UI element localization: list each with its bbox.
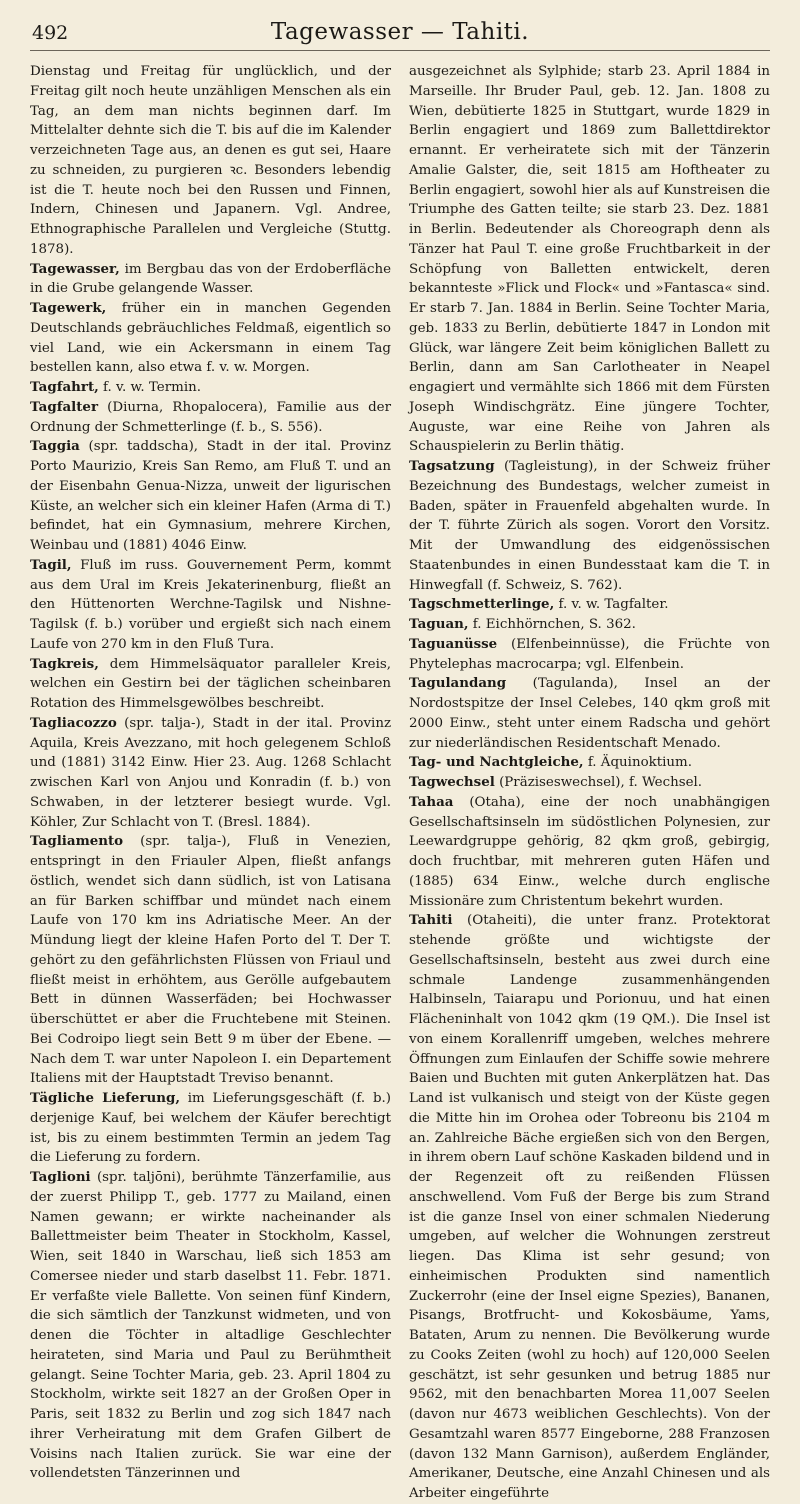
entry-text: Dienstag und Freitag für unglücklich, und der Freitag gilt noch heute unzähligen Menschen als ein Tag, an dem man nichts beginnen darf. Im Mittelalter dehnte sich die T. bis auf die im Kalender verzeichneten Tage aus, an denen es gut sei, Haare zu schneiden, zu purgieren ꝛc. Besonders lebendig ist die T. heute noch bei den Russen und Finnen, Indern, Chinesen und Japanern. Vgl. Andree, Ethnographische Parallelen und Vergleiche (Stuttg. 1878). (30, 64, 391, 257)
entry-text: f. Eichhörnchen, S. 362. (468, 617, 636, 632)
entry-headword: Taguanüsse (409, 635, 498, 652)
dictionary-entry (409, 62, 770, 457)
entry-text: (Otaheiti), die unter franz. Protektorat stehende größte und wichtigste der Gesellschaftsinseln, besteht aus zwei durch eine schmale Landenge zusammenhängenden Halbinseln, Taiarapu und Porionuu, und hat einen Flächeninhalt von 1042 qkm (19 QM.). Die Insel ist von einem Korallenriff umgeben, welches mehrere Öffnungen zum Einlaufen der Schiffe sowie mehrere Baien und Buchten mit guten Ankerplätzen hat. Das Land ist vulkanisch und steigt von der Küste gegen die Mitte hin im Orohea oder Tobreonu bis 2104 m an. Zahlreiche Bäche ergießen sich von den Bergen, in ihrem obern Lauf schöne Kaskaden bildend und in der Regenzeit oft zu reißenden Flüssen anschwellend. Vom Fuß der Berge bis zum Strand ist die ganze Insel von einer schmalen Niederung umgeben, auf welcher die Wohnungen zerstreut liegen. Das Klima ist sehr gesund; von einheimischen Produkten sind namentlich Zuckerrohr (eine der Insel eigne Spezies), Bananen, Pisangs, Brotfrucht- und Kokosbäume, Yams, Bataten, Arum zu nennen. Die Bevölkerung wurde zu Cooks Zeiten (wohl zu hoch) auf 120,000 Seelen geschätzt, ist sehr gesunken und betrug 1885 nur 9562, mit den benachbarten Morea 11,007 Seelen (davon nur 4673 weiblichen Geschlechts). Von der Gesamtzahl waren 8577 Eingeborne, 288 Franzosen (davon 132 Mann Garnison), außerdem Engländer, Amerikaner, Deutsche, eine Anzahl Chinesen und als Arbeiter eingeführte (409, 913, 770, 1501)
entry-text: im Lieferungsgeschäft (f. b.) derjenige Kauf, bei welchem der Käufer berechtigt ist, bis zu einem bestimmten Termin an jedem Tag die Lieferung zu fordern. (30, 1091, 391, 1166)
entry-text: f. Äquinoktium. (583, 755, 693, 771)
entry-text: Fluß im russ. Gouvernement Perm, kommt aus dem Ural im Kreis Jekaterinenburg, fließt an den Hüttenorten Werchne-Tagilsk und Nishne-Tagilsk (f. b.) vorüber und ergießt sich nach einem Laufe von 270 km in den Fluß Tura. (30, 557, 391, 652)
entry-headword: Tagkreis, (30, 655, 99, 672)
entry-text: (Tagulanda), Insel an der Nordostspitze der Insel Celebes, 140 qkm groß mit 2000 Einw., steht unter einem Radscha und gehört zur niederländischen Residentschaft Menado. (409, 676, 770, 751)
entry-headword: Taguan, (409, 616, 469, 632)
entry-text: (spr. talja-), Fluß in Venezien, entspringt in den Friauler Alpen, fließt anfangs östlich, wendet sich dann südlich, ist von Latisana an für Barken schiffbar und mündet nach einem Laufe von 170 km ins Adriatische Meer. An der Mündung liegt der kleine Hafen Porto del T. Der T. gehört zu den gefährlichsten Flüssen von Friaul und fließt meist in erhöhtem, aus Gerölle aufgebautem Bett in dünnen Wasserfäden; bei Hochwasser überschüttet er aber die Fruchtebene mit Steinen. Bei Codroipo liegt sein Bett 9 m über der Ebene. — Nach dem T. war unter Napoleon I. ein Departement Italiens mit der Hauptstadt Treviso benannt. (30, 834, 391, 1087)
dictionary-entry (409, 615, 770, 635)
entry-text: dem Himmelsäquator paralleler Kreis, welchen ein Gestirn bei der täglichen scheinbaren Rotation des Himmelsgewölbes beschreibt. (30, 656, 391, 711)
entry-text: (spr. talja-), Stadt in der ital. Provinz Aquila, Kreis Avezzano, mit hoch gelegenem Schloß und (1881) 3142 Einw. Hier 23. Aug. 1268 Schlacht zwischen Karl von Anjou und Konradin (f. b.) von Schwaben, in der letzterer besiegt wurde. Vgl. Köhler, Zur Schlacht von T. (Bresl. 1884). (30, 715, 391, 830)
dictionary-entry (30, 1089, 391, 1168)
dictionary-entry (30, 260, 391, 300)
left-column (30, 62, 391, 1482)
entry-text: (Tagleistung), in der Schweiz früher Bezeichnung des Bundestags, welcher zumeist in Baden, später in Frauenfeld abgehalten wurde. In der T. führte Zürich als sogen. Vorort den Vorsitz. Mit der Umwandlung des eidgenössischen Staatenbundes in einen Bundesstaat kam die T. in Hinwegfall (f. Schweiz, S. 762). (409, 459, 770, 593)
entry-headword: Tahaa (409, 793, 454, 810)
dictionary-entry (409, 773, 770, 793)
entry-text: (Diurna, Rhopalocera), Familie aus der Ordnung der Schmetterlinge (f. b., S. 556). (30, 399, 391, 435)
entry-headword: Taggia (30, 438, 80, 455)
dictionary-entry (30, 62, 391, 260)
dictionary-entry (30, 299, 391, 378)
dictionary-entry (30, 398, 391, 438)
dictionary-entry (409, 753, 770, 773)
running-head: Tagewasser — Tahiti. (270, 19, 530, 45)
entry-text: (Elfenbeinnüsse), die Früchte von Phytelephas macrocarpa; vgl. Elfenbein. (409, 636, 770, 672)
entry-text: früher ein in manchen Gegenden Deutschlands gebräuchliches Feldmaß, eigentlich so viel Land, wie ein Ackersmann in einem Tag bestellen kann, also etwa f. v. w. Morgen. (30, 301, 391, 376)
entry-headword: Tagil, (30, 556, 72, 573)
entry-headword: Tagewerk, (30, 300, 107, 316)
entry-text: (Präziseswechsel), f. Wechsel. (494, 775, 703, 790)
entry-headword: Tag- und Nachtgleiche, (409, 754, 584, 771)
entry-text: (spr. taljōni), berühmte Tänzerfamilie, aus der zuerst Philipp T., geb. 1777 zu Mailand, einen Namen gewann; er wirkte nacheinander als Ballettmeister beim Theater in Stockholm, Kassel, Wien, seit 1840 in Warschau, ließ sich 1853 am Comersee nieder und starb daselbst 11. Febr. 1871. Er verfaßte viele Ballette. Von seinen fünf Kindern, die sich sämtlich der Tanzkunst widmeten, und von denen die Töchter in altadlige Geschlechter heirateten, sind Maria und Paul zu Berühmtheit gelangt. Seine Tochter Maria, geb. 23. April 1804 zu Stockholm, wirkte seit 1827 an der Großen Oper in Paris, seit 1832 zu Berlin und zog sich 1847 nach ihrer Verheiratung mit dem Grafen Gilbert de Voisins nach Italien zurück. Sie war eine der vollendetsten Tänzerinnen und (30, 1170, 391, 1482)
dictionary-entry (409, 911, 770, 1504)
entry-text: f. v. w. Tagfalter. (554, 597, 669, 613)
entry-text: im Bergbau das von der Erdoberfläche in die Grube gelangende Wasser. (30, 261, 391, 297)
entry-headword: Tagewasser, (30, 260, 120, 277)
text-columns (30, 62, 770, 1501)
dictionary-entry (409, 674, 770, 753)
entry-headword: Tagulandang (409, 675, 507, 692)
dictionary-entry (30, 556, 391, 655)
entry-headword: Tagfalter (30, 398, 99, 415)
entry-headword: Tagschmetterlinge, (409, 596, 555, 613)
dictionary-entry (30, 378, 391, 398)
entry-headword: Tagfahrt, (30, 379, 99, 395)
dictionary-entry (30, 437, 391, 556)
entry-text: f. v. w. Termin. (98, 380, 201, 395)
entry-headword: Tagliamento (30, 833, 124, 850)
dictionary-entry (30, 714, 391, 833)
dictionary-entry (30, 1168, 391, 1484)
entry-headword: Tagliacozzo (30, 714, 117, 731)
entry-headword: Tagwechsel (409, 774, 495, 790)
page-header (30, 14, 770, 51)
page-number: 492 (32, 22, 69, 44)
entry-headword: Tahiti (409, 912, 453, 929)
dictionary-entry (409, 457, 770, 595)
entry-headword: Taglioni (30, 1169, 91, 1185)
right-column (409, 62, 770, 1501)
dictionary-entry (30, 655, 391, 714)
entry-text: ausgezeichnet als Sylphide; starb 23. April 1884 in Marseille. Ihr Bruder Paul, geb. 12. Jan. 1808 zu Wien, debütierte 1825 in Stuttgart, wurde 1829 in Berlin engagiert und 1869 zum Ballettdirektor ernannt. Er verheiratete sich mit der Tänzerin Amalie Galster, die, seit 1815 am Hoftheater zu Berlin engagiert, sowohl hier als auf Kunstreisen die Triumphe des Gatten teilte; sie starb 23. Dez. 1881 in Berlin. Bedeutender als Choreograph denn als Tänzer hat Paul T. eine große Fruchtbarkeit in der Schöpfung von Balletten entwickelt, deren bekannteste »Flick und Flock« und »Fantasca« sind. Er starb 7. Jan. 1884 in Berlin. Seine Tochter Maria, geb. 1833 zu Berlin, debütierte 1847 in London mit Glück, war längere Zeit beim königlichen Ballett zu Berlin, dann am San Carlotheater in Neapel engagiert und vermählte sich 1866 mit dem Fürsten Joseph Windischgrätz. Eine jüngere Tochter, Auguste, war eine Reihe von Jahren als Schauspielerin zu Berlin thätig. (409, 64, 770, 455)
dictionary-entry (409, 595, 770, 615)
entry-headword: Tägliche Lieferung, (30, 1090, 180, 1106)
dictionary-entry (409, 635, 770, 675)
dictionary-entry (409, 793, 770, 912)
entry-text: (spr. taddscha), Stadt in der ital. Provinz Porto Maurizio, Kreis San Remo, am Fluß T. und an der Eisenbahn Genua-Nizza, unweit der ligurischen Küste, an welcher sich ein kleiner Hafen (Arma di T.) befindet, hat ein Gymnasium, mehrere Kirchen, Weinbau und (1881) 4046 Einw. (30, 439, 391, 553)
dictionary-entry (30, 832, 391, 1089)
entry-text: (Otaha), eine der noch unabhängigen Gesellschaftsinseln im südöstlichen Polynesien, zur Leewardgruppe gehörig, 82 qkm groß, gebirgig, doch fruchtbar, mit mehreren guten Häfen und (1885) 634 Einw., welche durch englische Missionäre zum Christentum bekehrt wurden. (409, 794, 770, 909)
entry-headword: Tagsatzung (409, 458, 495, 474)
